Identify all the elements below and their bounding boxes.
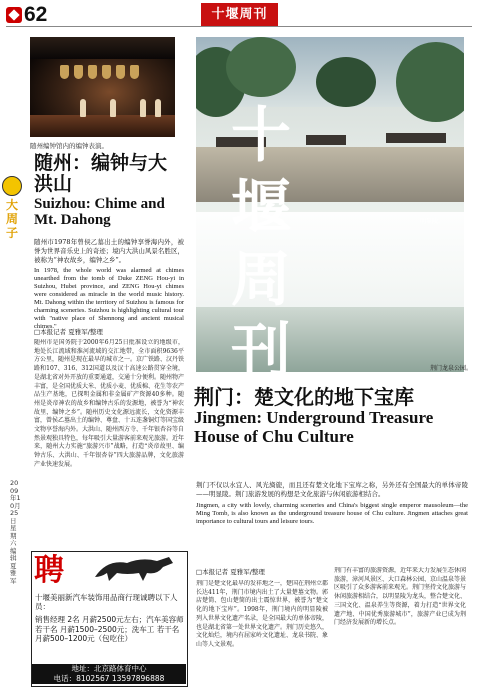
suizhou-title-zh: 随州：编钟与大洪山 <box>34 152 168 195</box>
side-date: 2009年10月25日 星期六 编辑 夏雅军 <box>10 479 21 585</box>
chime-performance-photo <box>30 37 175 137</box>
horse-icon <box>87 553 182 583</box>
ad-phone: 电话：8102567 13597896888 <box>53 674 165 683</box>
jingmen-body-col1: 荆门是楚文化最早的发祥地之一，楚国在荆州立都长达411年，荆门市境内出土了大量楚墓文物。郭店楚简、包山楚简的出土震惊世界，被誉为“楚文化的地下宝库”。1998年，荆门境内的明显陵被列入世界文化遗产名录，是全国最大的单体帝陵，也是湖北省第一处世界文化遗产。荆门历史悠久，文化灿烂，境内有屈家岭文化遗址、龙泉书院、象山等人文景观。 <box>196 580 328 648</box>
ad-address: 地址：北京路体育中心 <box>71 664 147 673</box>
header-divider <box>6 26 472 27</box>
jingmen-intro-zh: 荆门不仅以水宜人、风光旖旎，而且还有楚文化地下宝库之称，另外还有全国最大的单体帝陵——明显陵。荆门旅游发展的构想是文化旅游与休闲旅游相结合。 <box>196 481 468 498</box>
photo-title: 十堰周刊 <box>231 101 291 387</box>
newspaper-logo-icon <box>6 7 22 23</box>
ad-contact <box>32 664 186 684</box>
suizhou-body: 随州市是国务院于2000年6月25日批准设立的地级市，地处长江流域和淮河流域的交汇地带，全市面积9636平方公里，随州是现在最早的城市之一。京广铁路、汉丹铁路和107、316、312国道以及汉十高速公路贯穿全境，是湖北省对外开放的重要通道，交通十分便利。随州物产丰富，是全国优质大米、优质小麦、优质棉、花生等农产品生产基地，已探明金属和非金属矿产资源40多种。随州是炎帝神农的故乡和编钟古乐的发源地，被誉为“神农故里，编钟之乡”。随州历史文化源远流长，文化资源丰富，曾侯乙墓出土的编钟、尊盘、十五连盏铜灯等国宝级文物享誉海内外。大洪山、随州西方寺、千年银杏谷等自然景观独具特色，每年吸引大量游客前来观光旅游。近年来，随州大力实施“旅游兴市”战略，打造“炎帝故里、编钟古乐、大洪山、千年银杏谷”四大旅游品牌，文化旅游产业快速发展。 <box>34 339 184 468</box>
suizhou-byline: □本报记者 夏雅军/整理 <box>34 328 103 336</box>
jingmen-intro-en: Jingmen, a city with lovely, charming sceneries and China's biggest single emperor mausoleum—the Ming Tomb, is also known as the underground treasure house of Chu culture. Jingmen attaches great importance to cultural tours and leisure tours. <box>196 502 468 525</box>
suizhou-title-en <box>34 196 184 228</box>
suizhou-intro-zh: 随州市1978年曾侯乙墓出土的编钟享誉海内外，被誉为世界音乐史上的奇迹；境内大洪山风景名胜区，被称为“神农故乡，编钟之乡”。 <box>34 238 184 264</box>
photo-caption-park: 荆门龙泉公园。 <box>430 365 473 372</box>
paper-name-tab: 十堰周刊 <box>201 3 278 26</box>
jingmen-title-en: Jingmen: Underground Treasure House of Chu Culture <box>194 408 434 446</box>
suizhou-title-en-line1: Suizhou: Chime and <box>34 196 165 212</box>
ad-hiring-char: 聘 <box>34 553 64 588</box>
side-label-text: 大周子 <box>5 198 18 240</box>
photo-caption-left: 随州编钟馆内的编钟表演。 <box>30 142 108 150</box>
ad-jobs: 销售经理 2名 月薪2500元左右；汽车美容师 若干名 月薪1500–2500元；洗车工 若干名 月薪500–1200元（包吃住） <box>35 615 184 643</box>
jingmen-byline: □本报记者 夏雅军/整理 <box>196 568 265 576</box>
jingmen-title-zh: 荆门：楚文化的地下宝库 <box>194 385 414 409</box>
photo-caption-tomb: 明显陵。 <box>420 218 445 225</box>
suizhou-title-en-line2: Mt. Dahong <box>34 212 111 228</box>
side-label <box>2 176 22 240</box>
mascot-icon <box>2 176 22 196</box>
jingmen-body-col2: 荆门有丰富的旅游资源，近年来大力发展生态休闲旅游，漳河风景区、大口森林公园、京山温泉等景区吸引了众多游客前来观光。荆门坚持文化旅游与休闲旅游相结合，以明显陵为龙头，整合楚文化、三国文化、温泉养生等资源，着力打造“世界文化遗产地、中国优秀旅游城市”，旅游产业已成为荆门经济发展新的增长点。 <box>334 567 466 627</box>
ad-company: 十堰美丽新汽车装饰用品商行现诚聘以下人员： <box>35 593 178 611</box>
page-number <box>6 4 47 26</box>
suizhou-intro-en: In 1978, the whole world was alarmed at chimes unearthed from the tomb of Duke ZENG Hou-yi in Suizhou, Hubei province, and ZENG Hou-yi chimes were considered as miracle in the world music history. Mt. Dahong within the territory of Suizhou is famous for charming sceneries. Suizhou is highlighting cultural tour with "native place of Shennong and ancient musical chimes." <box>34 267 184 330</box>
page-number-text: 62 <box>24 3 48 26</box>
